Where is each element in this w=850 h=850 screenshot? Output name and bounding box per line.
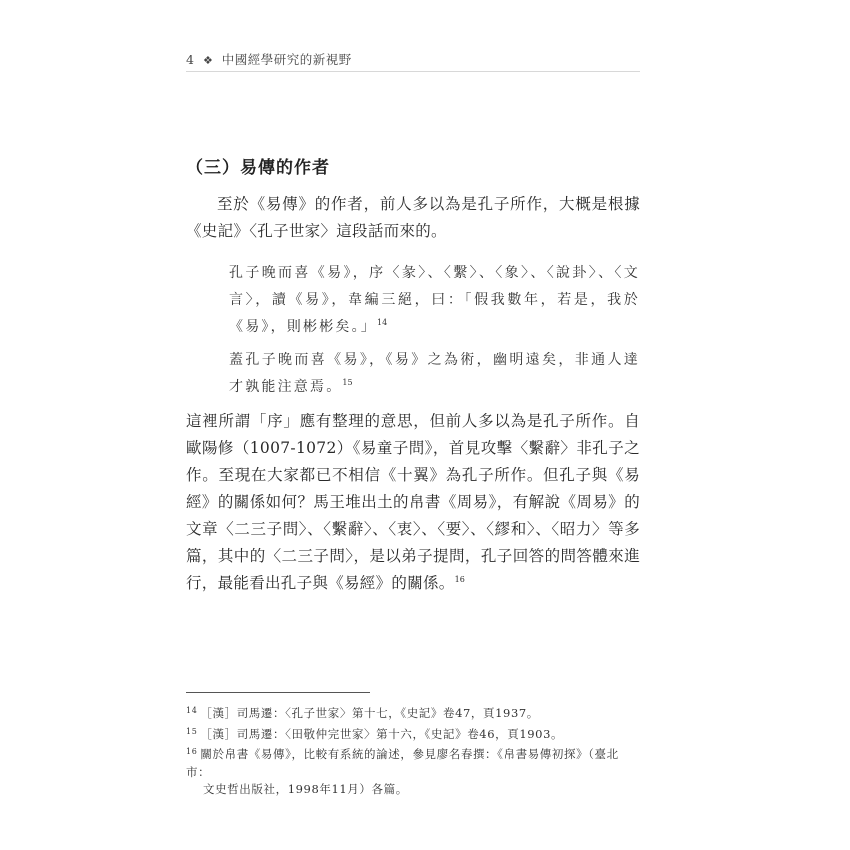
- intro-paragraph: [186, 191, 640, 245]
- footnote-ref-15[interactable]: 15: [342, 378, 353, 387]
- book-title: 中國經學研究的新視野: [221, 52, 352, 67]
- footnote-14: [186, 702, 640, 723]
- block-quote-2: [229, 347, 640, 401]
- footnote-number: 16: [186, 747, 198, 756]
- ornament-icon: ❖: [202, 54, 214, 67]
- footnote-number: 15: [186, 726, 198, 736]
- discussion-text: 這裡所謂「序」應有整理的意思，但前人多以為是孔子所作。自歐陽修（1007-1072）《易童子問》，首見攻擊〈繫辭〉非孔子之作。至現在大家都已不相信《十翼》為孔子所作。但孔子與《易經》的關係如何？馬王堆出土的帛書《周易》，有解說《周易》的文章〈二三子問〉、〈繫辭〉、〈衷〉、〈要〉、〈繆和〉、〈昭力〉等多篇，其中的〈二三子問〉，是以弟子提問，孔子回答的問答體來進行，最能看出孔子與《易經》的關係。: [186, 412, 640, 592]
- header-rule: [186, 71, 640, 72]
- footnote-continuation: 文史哲出版社，1998年11月）各篇。: [203, 782, 408, 796]
- discussion-paragraph: [186, 408, 640, 597]
- quote-2-text: 蓋孔子晚而喜《易》，《易》之為術，幽明遠矣，非通人達才孰能注意焉。: [229, 352, 640, 395]
- block-quote-1: [229, 260, 640, 341]
- quote-1-text: 孔子晚而喜《易》，序〈彖〉、〈繫〉、〈象〉、〈說卦〉、〈文言〉，讀《易》，韋編三絕，曰：「假我數年，若是，我於《易》，則彬彬矣。」: [229, 265, 640, 335]
- footnote-text: 關於帛書《易傳》，比較有系統的論述，參見廖名春撰：《帛書易傳初探》（臺北市：: [186, 747, 619, 779]
- page-number: 4: [186, 52, 195, 67]
- footnote-ref-14[interactable]: 14: [377, 318, 388, 327]
- footnote-ref-16[interactable]: 16: [454, 575, 465, 584]
- intro-text: 至於《易傳》的作者，前人多以為是孔子所作，大概是根據《史記》〈孔子世家〉這段話而來的。: [186, 195, 640, 240]
- footnotes: [186, 702, 640, 799]
- footnote-text: ［漢］司馬遷：〈田敬仲完世家〉第十六，《史記》卷46，頁1903。: [200, 726, 564, 741]
- running-header: [186, 50, 640, 72]
- footnote-text: ［漢］司馬遷：〈孔子世家〉第十七，《史記》卷47，頁1937。: [200, 706, 539, 720]
- footnote-rule: [186, 692, 370, 693]
- footnote-15: [186, 723, 640, 744]
- section-title: （三）易傳的作者: [186, 158, 330, 178]
- footnote-number: 14: [186, 706, 198, 715]
- footnote-16: [186, 743, 640, 799]
